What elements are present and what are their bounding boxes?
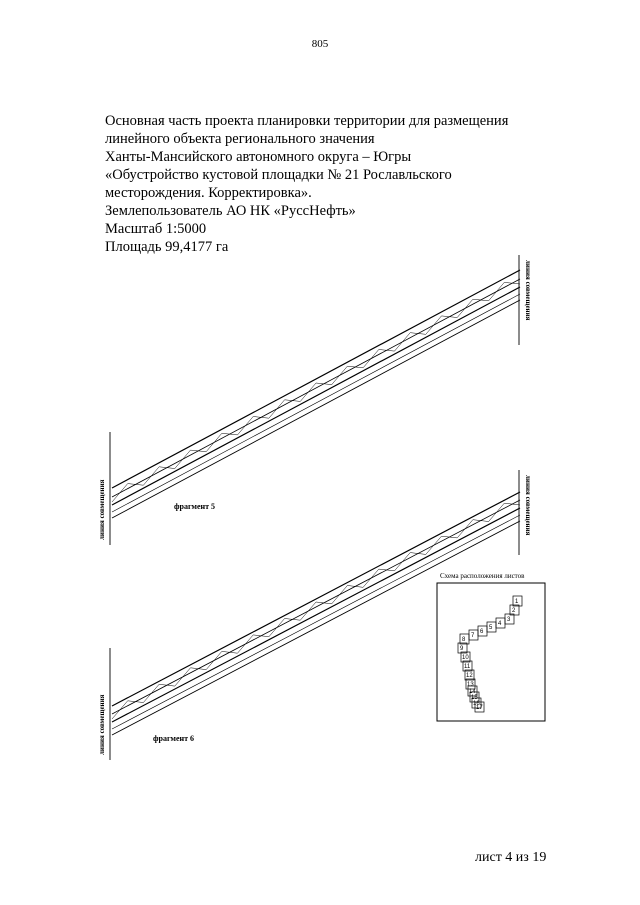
sheet-num-12: 12 [466, 673, 473, 679]
sheet-num-3: 3 [507, 617, 511, 623]
sheet-num-16: 16 [473, 701, 480, 707]
sheet-num-1: 1 [515, 599, 519, 605]
match-line-label-left-5: линия совмещения [98, 479, 106, 540]
sheet-num-13: 13 [467, 682, 474, 688]
match-line-label-right-5: линия совмещения [524, 260, 532, 321]
sheet-num-15: 15 [471, 695, 478, 701]
header-line-7: Масштаб 1:5000 [105, 221, 207, 237]
sheet-num-6: 6 [480, 629, 484, 635]
fragment-6-strip [112, 492, 520, 735]
header-line-3: Ханты-Мансийского автономного округа – Югры [105, 149, 412, 165]
sheet-num-8: 8 [462, 637, 466, 643]
header-line-2: линейного объекта регионального значения [105, 131, 375, 147]
header-line-8: Площадь 99,4177 га [105, 239, 229, 255]
match-line-label-right-6: линия совмещения [524, 475, 532, 536]
page-number: 805 [311, 38, 329, 50]
header-line-4: «Обустройство кустовой площадки № 21 Рославльского [105, 167, 452, 183]
match-line-label-left-6: линия совмещения [98, 694, 106, 755]
sheet-num-2: 2 [512, 608, 516, 614]
sheet-num-5: 5 [489, 625, 493, 631]
header-line-5: месторождения. Корректировка». [105, 185, 312, 201]
fragment-5-label: фрагмент 5 [174, 502, 216, 511]
sheet-num-14: 14 [469, 689, 476, 695]
fragment-5-strip [112, 270, 520, 518]
sheet-counter: лист 4 из 19 [475, 850, 547, 865]
sheet-num-11: 11 [464, 664, 471, 670]
sheet-num-9: 9 [460, 646, 464, 652]
sheet-num-17: 17 [476, 705, 483, 711]
sheet-num-4: 4 [498, 621, 502, 627]
header-line-6: Землепользователь АО НК «РуссНефть» [105, 203, 356, 219]
header-line-1: Основная часть проекта планировки территории для размещения [105, 113, 509, 129]
fragment-6-label: фрагмент 6 [153, 734, 195, 743]
sheet-num-7: 7 [471, 633, 475, 639]
sheet-num-10: 10 [462, 655, 469, 661]
scheme-frame [437, 583, 545, 721]
scheme-title: Схема расположения листов [440, 572, 525, 580]
